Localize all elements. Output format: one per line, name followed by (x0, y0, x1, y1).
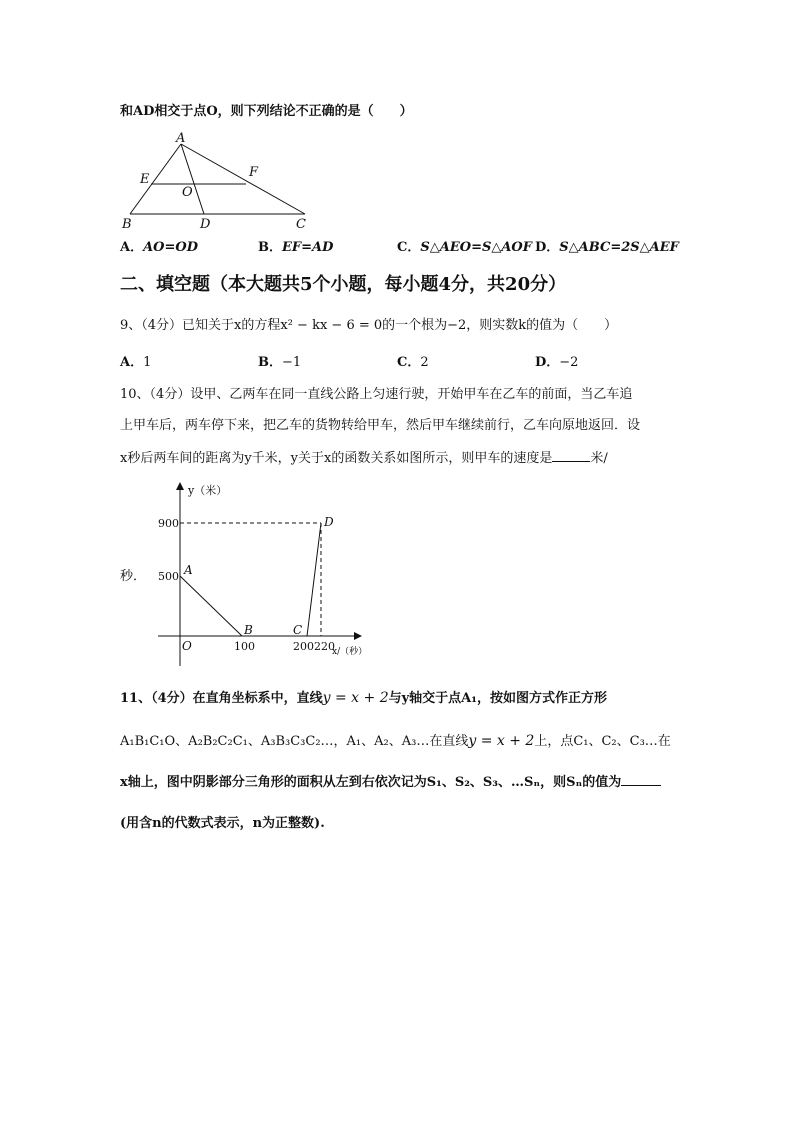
answer-blank (552, 449, 590, 462)
q8-option-b: B．EF=AD (258, 240, 334, 255)
graph-y-axis-label: y（米） (188, 484, 228, 497)
label-F: F (249, 165, 259, 180)
graph-origin: O (182, 639, 192, 653)
graph-x-tick-220: 220 (314, 640, 335, 653)
q11-line1: 11、（4分）在直角坐标系中，直线y = x + 2与y轴交于点A₁，按如图方式作正方形 (120, 690, 607, 706)
section-title: 二、填空题（本大题共5个小题，每小题4分，共20分） (120, 274, 567, 295)
label-C: C (296, 217, 306, 232)
q9-stem: 9、（4分）已知关于x的方程x² − kx − 6 = 0的一个根为−2，则实数k的值为（ ） (120, 318, 618, 333)
label-E: E (140, 172, 150, 187)
graph-y-tick-500: 500 (158, 570, 179, 583)
label-D: D (200, 217, 211, 232)
label-B: B (122, 217, 132, 232)
q8-option-a: A．AO=OD (120, 240, 198, 255)
q10-line2: 上甲车后，两车停下来，把乙车的货物转给甲车，然后甲车继续前行，乙车向原地返回．设 (120, 418, 641, 433)
q10-line4: 秒． (120, 569, 147, 584)
graph-x-axis-label: x/（秒） (332, 647, 368, 657)
q8-triangle-figure (118, 128, 318, 232)
graph-x-tick-100: 100 (234, 640, 255, 653)
q9-option-d: D．−2 (535, 355, 579, 370)
q11-line4: (用含n的代数式表示，n为正整数). (120, 816, 325, 831)
q9-option-a: A．1 (120, 355, 152, 370)
q9-option-c: C．2 (397, 355, 429, 370)
q8-stem: 和AD相交于点O，则下列结论不正确的是（ ） (120, 104, 413, 119)
q8-option-c: C．S△AEO=S△AOF (397, 240, 532, 255)
q10-line3: x秒后两车间的距离为y千米，y关于x的函数关系如图所示，则甲车的速度是 米/ (120, 451, 608, 466)
graph-point-D: D (324, 515, 334, 529)
graph-y-tick-900: 900 (158, 517, 179, 530)
q11-line2: A₁B₁C₁O、A₂B₂C₂C₁、A₃B₃C₃C₂…，A₁、A₂、A₃…在直线y = x + 2上，点C₁、C₂、C₃…在 (120, 733, 671, 749)
q10-function-graph (150, 478, 380, 668)
graph-x-tick-200: 200 (293, 640, 314, 653)
q10-line1: 10、（4分）设甲、乙两车在同一直线公路上匀速行驶，开始甲车在乙车的前面，当乙车追 (120, 387, 633, 402)
graph-point-C: C (293, 623, 303, 637)
q8-option-d: D．S△ABC=2S△AEF (535, 240, 679, 255)
q11-line3: x轴上，图中阴影部分三角形的面积从左到右依次记为S₁、S₂、S₃、…Sₙ，则Sₙ的值为 (120, 773, 661, 791)
graph-point-A: A (184, 563, 193, 577)
graph-point-B: B (244, 623, 253, 637)
answer-blank (621, 773, 661, 786)
label-A: A (176, 131, 186, 146)
q9-option-b: B．−1 (258, 355, 302, 370)
label-O: O (182, 185, 193, 200)
